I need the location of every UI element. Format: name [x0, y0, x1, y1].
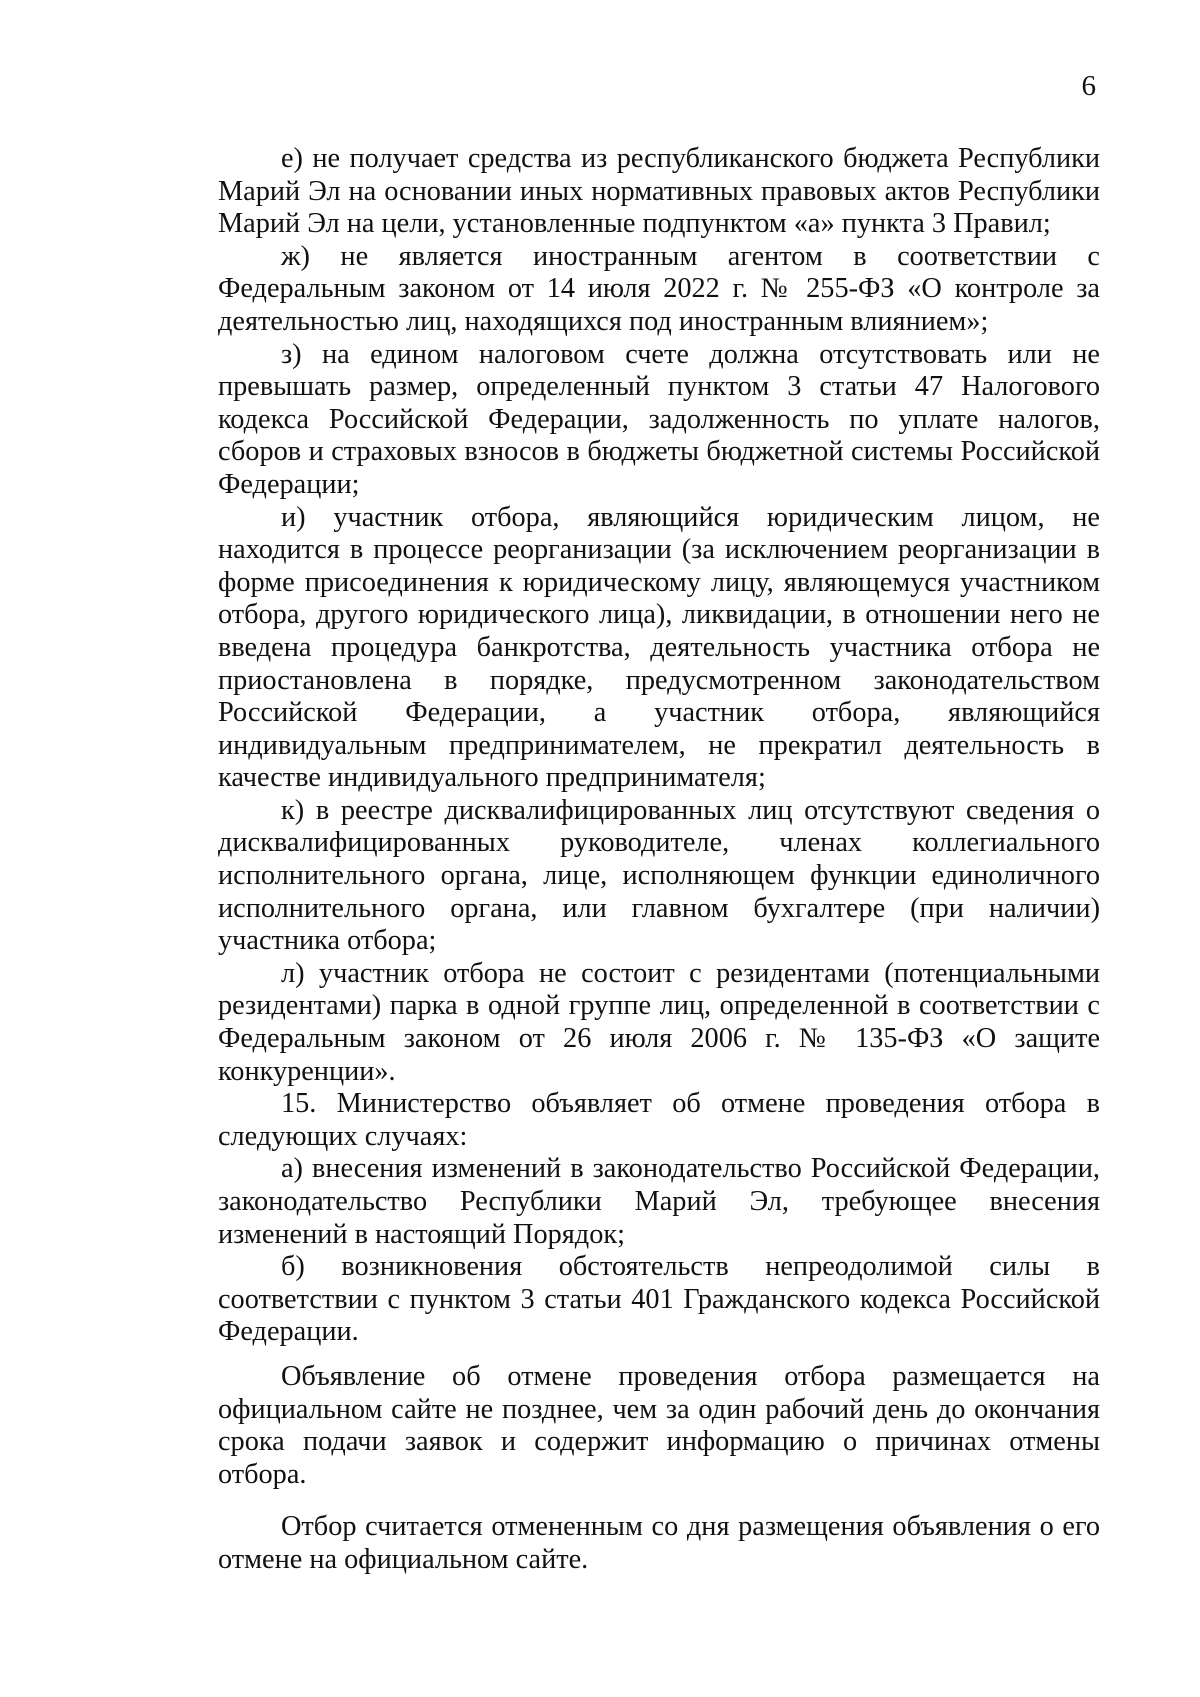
document-body	[218, 143, 1100, 1577]
paragraph-b: б) возникновения обстоятельств непреодолимой силы в соответствии с пунктом 3 статьи 401 Гражданского кодекса Российской Федерации.	[218, 1251, 1100, 1348]
paragraph-k: к) в реестре дисквалифицированных лиц отсутствуют сведения о дисквалифицированных руководителе, членах коллегиального исполнительного органа, лице, исполняющем функции единоличного исполнительного органа, или главном бухгалтере (при наличии) участника отбора;	[218, 794, 1100, 957]
paragraph-i: и) участник отбора, являющийся юридическим лицом, не находится в процессе реорганизации (за исключением реорганизации в форме присоединения к юридическому лицу, являющемуся участником отбора, другого юридического лица), ликвидации, в отношении него не введена процедура банкротства, деятельность участника отбора не приостановлена в порядке, предусмотренном законодательством Российской Федерации, а участник отбора, являющийся индивидуальным предпринимателем, не прекратил деятельность в качестве индивидуального предпринимателя;	[218, 501, 1100, 794]
paragraph-a: а) внесения изменений в законодательство Российской Федерации, законодательство Республики Марий Эл, требующее внесения изменений в настоящий Порядок;	[218, 1153, 1100, 1250]
paragraph-item-15: 15. Министерство объявляет об отмене проведения отбора в следующих случаях:	[218, 1088, 1100, 1152]
paragraph-announcement: Объявление об отмене проведения отбора размещается на официальном сайте не позднее, чем за один рабочий день до окончания срока подачи заявок и содержит информацию о причинах отмены отбора.	[218, 1360, 1100, 1490]
paragraph-z: з) на едином налоговом счете должна отсутствовать или не превышать размер, определенный пунктом 3 статьи 47 Налогового кодекса Российской Федерации, задолженность по уплате налогов, сборов и страховых взносов в бюджеты бюджетной системы Российской Федерации;	[218, 338, 1100, 500]
paragraph-cancellation: Отбор считается отмененным со дня размещения объявления о его отмене на официальном сайте.	[218, 1511, 1100, 1575]
paragraph-zh: ж) не является иностранным агентом в соответствии с Федеральным законом от 14 июля 2022 г. № 255-ФЗ «О контроле за деятельностью лиц, находящихся под иностранным влиянием»;	[218, 240, 1100, 337]
paragraph-l: л) участник отбора не состоит с резидентами (потенциальными резидентами) парка в одной группе лиц, определенной в соответствии с Федеральным законом от 26 июля 2006 г. № 135-ФЗ «О защите конкуренции».	[218, 957, 1100, 1087]
paragraph-e: е) не получает средства из республиканского бюджета Республики Марий Эл на основании иных нормативных правовых актов Республики Марий Эл на цели, установленные подпунктом «а» пункта 3 Правил;	[218, 143, 1100, 240]
page-number: 6	[1081, 70, 1096, 102]
